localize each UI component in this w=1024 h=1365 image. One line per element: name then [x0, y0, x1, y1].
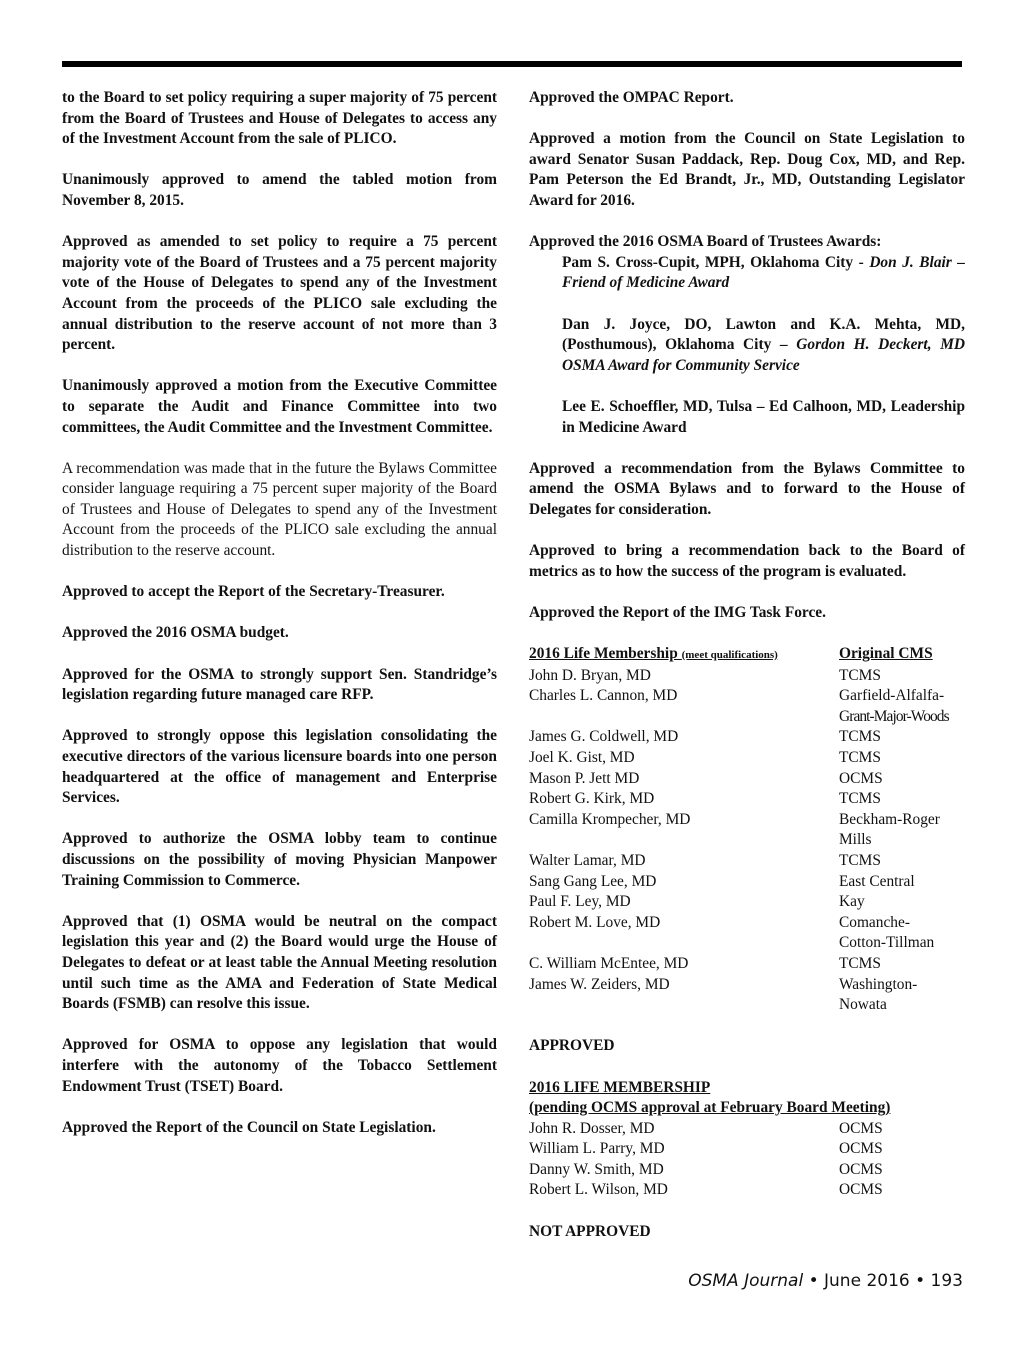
column-header-name: 2016 Life Membership (meet qualifications): [529, 645, 778, 663]
footer-date-page: • June 2016 • 193: [803, 1271, 963, 1291]
member-name: [529, 830, 839, 851]
table-row: [529, 769, 965, 790]
table-header: [529, 644, 965, 666]
page-footer: [620, 1271, 963, 1291]
table-row: [529, 995, 965, 1016]
member-name: Sang Gang Lee, MD: [529, 872, 657, 890]
table-row: [529, 975, 965, 996]
table-row: [529, 892, 965, 913]
paragraph: Approved the 2016 OSMA budget.: [62, 624, 289, 642]
table-row: [529, 851, 965, 872]
column-header-cms: Original CMS: [839, 645, 933, 663]
member-cms: OCMS: [839, 769, 883, 787]
member-cms: Grant-Major-Woods: [839, 707, 949, 725]
table-row: [529, 933, 965, 954]
table-row: [529, 1119, 965, 1140]
member-name: Camilla Krompecher, MD: [529, 810, 691, 828]
member-name: Paul F. Ley, MD: [529, 893, 631, 911]
member-name: Walter Lamar, MD: [529, 851, 646, 869]
paragraph: Approved the OMPAC Report.: [529, 89, 734, 106]
member-name: [529, 995, 839, 1016]
left-column: [62, 88, 497, 1138]
table-row: [529, 748, 965, 769]
member-cms: TCMS: [839, 954, 881, 972]
paragraph: Approved a motion from the Council on State Legislation to award Senator Susan Paddack, Rep. Doug Cox, MD, and Rep. Pam Peterson the Ed Brandt, Jr., MD, Outstanding Legislator Award for 2016.: [529, 130, 965, 209]
member-name: Danny W. Smith, MD: [529, 1160, 664, 1178]
member-cms: OCMS: [839, 1160, 883, 1178]
paragraph: Unanimously approved a motion from the Executive Committee to separate the Audit and Finance Committee into two committees, the Audit Committee and the Investment Committee.: [62, 377, 497, 436]
member-name: Mason P. Jett MD: [529, 769, 640, 787]
paragraph: Approved to authorize the OSMA lobby team to continue discussions on the possibility of moving Physician Manpower Training Commission to Commerce.: [62, 830, 497, 889]
paragraph: Approved to accept the Report of the Secretary-Treasurer.: [62, 583, 445, 601]
award-recipient: Pam S. Cross-Cupit, MPH, Oklahoma City -: [562, 253, 870, 271]
paragraph: to the Board to set policy requiring a super majority of 75 percent from the Board of Trustees and House of Delegates to access any of the Investment Account from the sale of PLICO.: [62, 89, 497, 148]
paragraph: Approved for OSMA to oppose any legislation that would interfere with the autonomy of the Tobacco Settlement Endowment Trust (TSET) Board.: [62, 1036, 497, 1095]
member-name: James G. Coldwell, MD: [529, 728, 679, 746]
table-row: [529, 727, 965, 748]
member-name: Joel K. Gist, MD: [529, 749, 635, 766]
paragraph: Unanimously approved to amend the tabled motion from November 8, 2015.: [62, 171, 497, 209]
paragraph: Approved to strongly oppose this legislation consolidating the executive directors of the various licensure boards into one person headquartered at the office of management and Enterprise Services.: [62, 727, 497, 807]
member-cms: Cotton-Tillman: [839, 934, 935, 952]
top-rule: [62, 61, 962, 67]
table-row: [529, 1139, 965, 1160]
member-name: [529, 707, 839, 728]
member-name: William L. Parry, MD: [529, 1140, 665, 1158]
paragraph: Approved as amended to set policy to require a 75 percent majority vote of the Board of Trustees and a 75 percent majority vote of the House of Delegates to spend any of the Investment Account from the proceeds of the PLICO sale excluding the annual distribution to the reserve account of not more than 3 percent.: [62, 233, 497, 354]
table-body: [529, 1119, 965, 1201]
member-cms: TCMS: [839, 749, 881, 766]
paragraph: Approved to bring a recommendation back to the Board of metrics as to how the success of the program is evaluated.: [529, 542, 965, 580]
paragraph: Approved for the OSMA to strongly support Sen. Standridge’s legislation regarding future managed care RFP.: [62, 665, 497, 704]
member-name: Robert G. Kirk, MD: [529, 790, 655, 808]
table-row: [529, 954, 965, 975]
awards-list: [529, 253, 965, 438]
member-cms: OCMS: [839, 1140, 883, 1158]
member-cms: TCMS: [839, 728, 881, 746]
table-row: [529, 789, 965, 810]
table-row: [529, 913, 965, 934]
member-cms: Garfield-Alfalfa-: [839, 687, 945, 705]
member-cms: Nowata: [839, 996, 887, 1014]
member-cms: Washington-: [839, 975, 918, 993]
paragraph: Approved the Report of the Council on State Legislation.: [62, 1118, 436, 1136]
pending-membership-table: [529, 1078, 965, 1202]
award-entry: [562, 315, 965, 377]
member-cms: Comanche-: [839, 913, 910, 931]
table-row: [529, 1180, 965, 1201]
member-name: C. William McEntee, MD: [529, 954, 689, 972]
member-cms: TCMS: [839, 666, 881, 684]
member-name: John D. Bryan, MD: [529, 666, 651, 684]
table-row: [529, 707, 965, 728]
member-name: Robert M. Love, MD: [529, 913, 661, 931]
member-cms: Mills: [839, 831, 872, 849]
section-title: 2016 LIFE MEMBERSHIP: [529, 1078, 711, 1096]
member-cms: Kay: [839, 893, 865, 911]
member-cms: TCMS: [839, 790, 881, 808]
table-body: [529, 666, 965, 1016]
award-entry: Lee E. Schoeffler, MD, Tulsa – Ed Calhoon, MD, Leadership in Medicine Award: [562, 397, 965, 436]
life-membership-table: [529, 644, 965, 1016]
approval-status: NOT APPROVED: [529, 1222, 651, 1240]
table-row: [529, 830, 965, 851]
award-recipient: Dan J. Joyce, DO, Lawton and K.A. Mehta, MD, (Posthumous), Oklahoma City –: [562, 315, 965, 354]
member-name: John R. Dosser, MD: [529, 1119, 655, 1137]
table-row: [529, 810, 965, 831]
member-cms: OCMS: [839, 1119, 883, 1137]
table-row: [529, 686, 965, 707]
award-entry: [562, 253, 965, 294]
award-title: Gordon H. Deckert, MD OSMA Award for Community Service: [562, 336, 965, 374]
paragraph: Approved the 2016 OSMA Board of Trustees Awards:: [529, 233, 882, 251]
paragraph: Approved the Report of the IMG Task Force.: [529, 603, 826, 621]
paragraph: Approved that (1) OSMA would be neutral on the compact legislation this year and (2) the Board would urge the House of Delegates to defeat or at least table the Annual Meeting resolution until such time as the AMA and Federation of State Medical Boards (FSMB) can resolve this issue.: [62, 912, 497, 1013]
member-name: James W. Zeiders, MD: [529, 975, 670, 993]
table-row: [529, 872, 965, 893]
member-cms: Beckham-Roger: [839, 810, 940, 828]
journal-name: OSMA Journal: [688, 1271, 804, 1291]
right-column: [529, 88, 965, 1263]
award-title: Don J. Blair – Friend of Medicine Award: [562, 253, 965, 292]
member-name: [529, 933, 839, 954]
section-subtitle: (pending OCMS approval at February Board Meeting): [529, 1099, 891, 1117]
paragraph: A recommendation was made that in the future the Bylaws Committee consider language requiring a 75 percent super majority of the Board of Trustees and House of Delegates to spend any of the Investment Account from the proceeds of the PLICO sale excluding the annual distribution to the reserve account.: [62, 459, 497, 560]
member-cms: TCMS: [839, 851, 881, 869]
paragraph: Approved a recommendation from the Bylaws Committee to amend the OSMA Bylaws and to forward to the House of Delegates for consideration.: [529, 459, 965, 518]
table-row: [529, 1160, 965, 1181]
member-name: Charles L. Cannon, MD: [529, 687, 678, 705]
approval-status: APPROVED: [529, 1037, 615, 1055]
member-cms: East Central: [839, 872, 915, 890]
member-cms: OCMS: [839, 1181, 883, 1199]
member-name: Robert L. Wilson, MD: [529, 1181, 668, 1199]
table-row: [529, 666, 965, 687]
